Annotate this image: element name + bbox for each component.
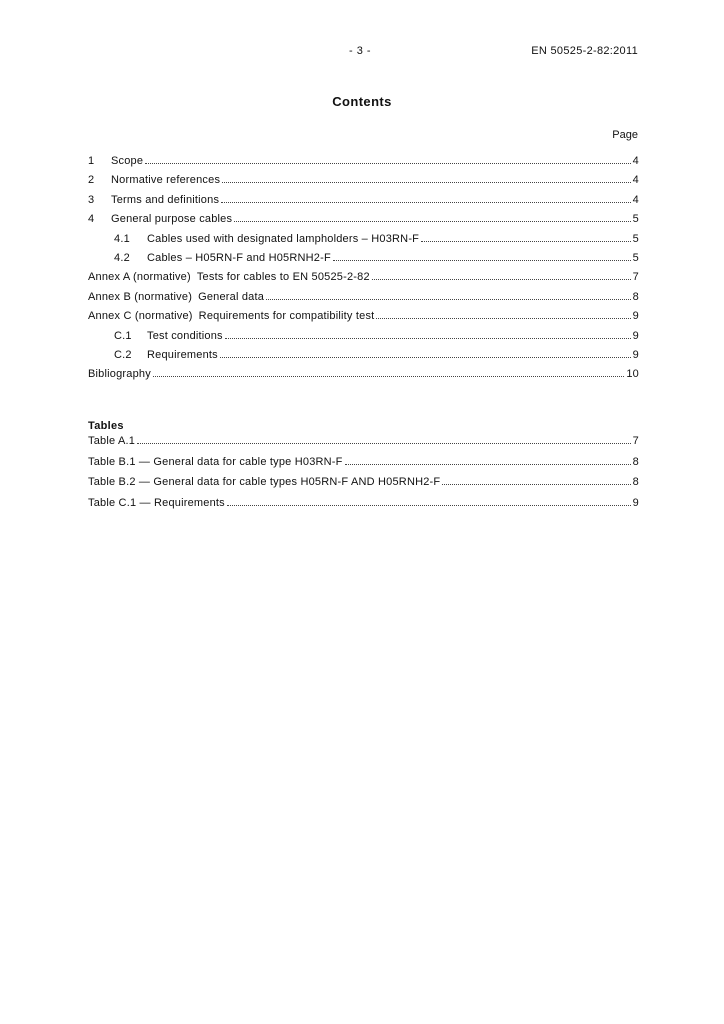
toc-entry-title: Scope [111, 155, 144, 167]
toc-entry-number: 3 [88, 193, 95, 206]
toc-entry-page: 5 [632, 213, 639, 226]
toc-entry-title: Test conditions [147, 329, 223, 342]
toc-entry-normative-references[interactable] [88, 174, 639, 193]
dot-leader [145, 162, 630, 164]
table-entry-title: General data for cable types H05RN-F AND H05RNH2-F [153, 476, 441, 489]
toc-entry-terms-and-definitions[interactable] [88, 194, 639, 213]
toc-entry-title: Requirements [147, 348, 218, 361]
toc-entry-prefix: Annex C (normative) [88, 310, 193, 323]
document-id: EN 50525-2-82:2011 [531, 45, 638, 57]
table-entry-b1[interactable] [88, 456, 639, 477]
toc-entry-title: Tests for cables to EN 50525-2-82 [196, 271, 370, 284]
dot-leader [227, 504, 631, 506]
toc-entry-number: 4.2 [114, 251, 130, 264]
dot-leader [153, 375, 624, 377]
toc-entry-title: Normative references [111, 174, 221, 187]
toc-entry-requirements[interactable] [88, 349, 639, 368]
toc-entry-number: 2 [88, 174, 95, 187]
dot-leader [137, 442, 631, 444]
toc-entry-number: 4 [88, 213, 95, 226]
toc-entry-title: General data [198, 290, 265, 303]
toc-entry-general-purpose-cables[interactable] [88, 213, 639, 232]
table-entry-dash: — [135, 455, 154, 468]
table-entry-b2[interactable] [88, 476, 639, 497]
table-entry-page: 9 [632, 497, 639, 510]
toc-entry-number: 4.1 [114, 232, 130, 245]
table-entry-title: Table A.1 [88, 435, 136, 447]
toc-entry-annex-b[interactable] [88, 291, 639, 310]
toc-entry-number: 1 [88, 155, 95, 167]
dot-leader [222, 181, 631, 183]
toc-entry-title: Cables – H05RN-F and H05RNH2-F [147, 251, 331, 264]
toc-entry-page: 5 [632, 232, 639, 245]
table-entry-c1[interactable] [88, 497, 639, 518]
table-entry-title: General data for cable type H03RN-F [153, 455, 343, 468]
dot-leader [333, 259, 631, 261]
toc-entry-prefix: Annex B (normative) [88, 290, 193, 303]
toc-entry-page: 9 [632, 310, 639, 323]
toc-entry-annex-a[interactable] [88, 271, 639, 290]
toc-entry-page: 10 [626, 368, 639, 381]
toc-entry-page: 4 [632, 155, 639, 167]
dot-leader [266, 298, 631, 300]
tables-heading: Tables [88, 420, 124, 432]
toc-entry-page: 5 [632, 251, 639, 264]
toc-entry-prefix: Annex A (normative) [88, 271, 191, 284]
toc-entry-title: Requirements for compatibility test [198, 310, 375, 323]
toc-entry-cables-lampholders[interactable] [88, 233, 639, 252]
dot-leader [372, 278, 631, 280]
toc-entry-bibliography[interactable] [88, 368, 639, 387]
table-entry-page: 8 [632, 455, 639, 468]
toc-entry-cables-h05rn[interactable] [88, 252, 639, 271]
table-entry-a1[interactable] [88, 435, 639, 456]
dot-leader [345, 463, 631, 465]
table-entry-page: 7 [632, 435, 639, 447]
toc-entry-number: C.2 [114, 348, 132, 361]
contents-title: Contents [332, 94, 392, 109]
toc-entry-test-conditions[interactable] [88, 330, 639, 349]
table-entry-label: Table C.1 [88, 497, 137, 510]
dot-leader [234, 220, 630, 222]
table-entry-label: Table B.1 [88, 455, 136, 468]
toc-entry-title: Bibliography [88, 368, 151, 381]
table-entry-title: Requirements [154, 497, 225, 510]
toc-entry-scope[interactable] [88, 155, 639, 174]
list-of-tables [88, 435, 639, 518]
toc-entry-page: 9 [632, 348, 639, 361]
toc-entry-number: C.1 [114, 329, 132, 342]
page-column-label: Page [612, 129, 638, 141]
toc-entry-title: Cables used with designated lampholders – H03RN-F [147, 232, 420, 245]
toc-entry-page: 9 [632, 329, 639, 342]
toc-entry-page: 4 [632, 193, 639, 206]
dot-leader [220, 356, 631, 358]
table-entry-label: Table B.2 [88, 476, 136, 489]
table-entry-dash: — [135, 476, 154, 489]
dot-leader [225, 337, 631, 339]
page-number: - 3 - [349, 45, 372, 57]
dot-leader [421, 240, 631, 242]
table-entry-dash: — [136, 497, 154, 510]
table-of-contents [88, 155, 639, 388]
table-entry-page: 8 [632, 476, 639, 489]
dot-leader [376, 317, 630, 319]
toc-entry-page: 8 [632, 290, 639, 303]
toc-entry-page: 7 [632, 271, 639, 284]
toc-entry-title: General purpose cables [111, 213, 233, 226]
dot-leader [442, 483, 630, 485]
toc-entry-page: 4 [632, 174, 639, 187]
toc-entry-title: Terms and definitions [111, 193, 220, 206]
dot-leader [221, 201, 631, 203]
toc-entry-annex-c[interactable] [88, 310, 639, 329]
